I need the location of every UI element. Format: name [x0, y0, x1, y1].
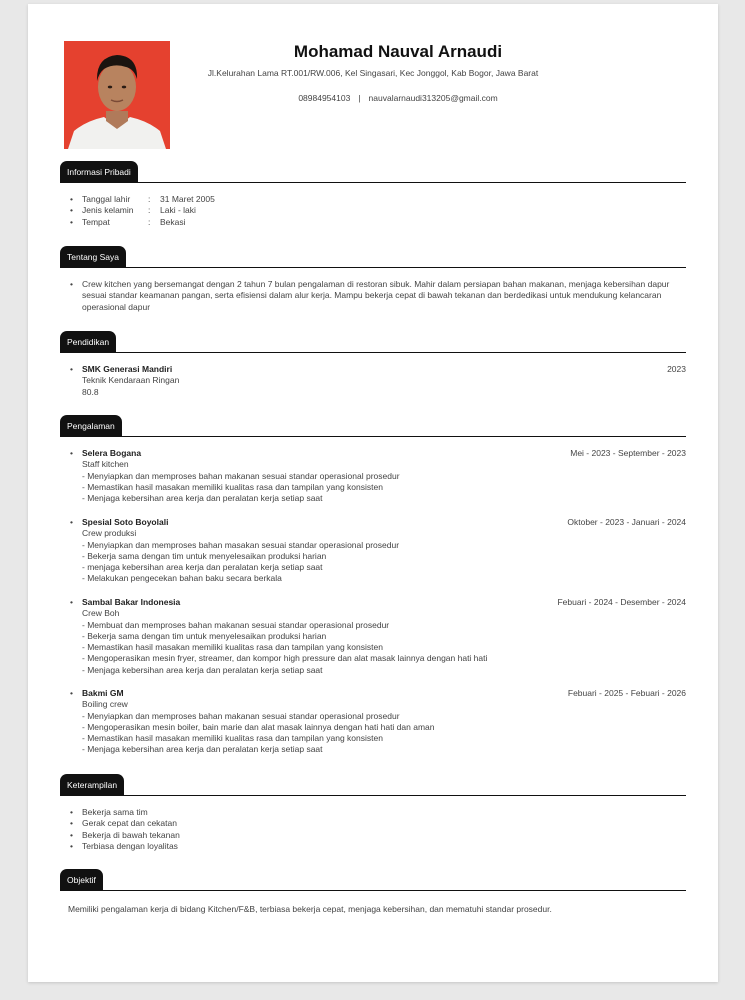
education-score: 80.8	[82, 386, 99, 397]
job-task: - Memastikan hasil masakan memiliki kualitas rasa dan tampilan yang konsisten	[82, 642, 383, 653]
section-education-header	[60, 330, 686, 353]
section-objective-header	[60, 868, 686, 891]
experience-entry	[70, 517, 686, 585]
education-entry	[70, 364, 686, 398]
experience-dates: Febuari - 2024 - Desember - 2024	[557, 597, 686, 607]
job-task: - Bekerja sama dengan tim untuk menyelesaikan produksi harian	[82, 630, 327, 641]
skill-text: Bekerja sama tim	[82, 807, 148, 817]
phone-number[interactable]: 08984954103	[298, 93, 351, 103]
skill-text: Bekerja di bawah tekanan	[82, 829, 180, 840]
experience-entry	[70, 688, 686, 756]
bullet-icon: •	[70, 597, 73, 607]
section-skills-title: Keterampilan	[60, 774, 124, 796]
skill-text: Gerak cepat dan cekatan	[82, 818, 177, 829]
education-major: Teknik Kendaraan Ringan	[82, 375, 180, 386]
job-task: - Menyiapkan dan memproses bahan masakan sesuai standar operasional prosedur	[82, 539, 400, 550]
contact-line	[188, 93, 608, 103]
personal-colon: :	[148, 194, 151, 204]
job-task: - Memastikan hasil masakan memiliki kualitas rasa dan tampilan yang konsisten	[82, 733, 383, 744]
experience-dates: Febuari - 2025 - Febuari - 2026	[567, 688, 686, 698]
job-task: - Memastikan hasil masakan memiliki kualitas rasa dan tampilan yang konsisten	[82, 481, 383, 492]
company-name: Spesial Soto Boyolali	[82, 517, 169, 527]
job-task: - Melakukan pengecekan bahan baku secara berkala	[82, 573, 282, 584]
profile-photo	[64, 41, 170, 149]
job-task: - menjaga kebersihan area kerja dan peralatan kerja setiap saat	[82, 562, 323, 573]
about-paragraph	[70, 279, 686, 313]
job-task: - Menyiapkan dan memproses bahan makanan sesuai standar operasional prosedur	[82, 710, 400, 721]
section-skills-header	[60, 773, 686, 796]
company-name: Bakmi GM	[82, 688, 124, 698]
resume-page	[28, 4, 718, 982]
bullet-icon: •	[70, 840, 73, 851]
job-role: Staff kitchen	[82, 459, 129, 470]
section-about-title: Tentang Saya	[60, 246, 126, 268]
job-role: Crew produksi	[82, 528, 137, 539]
section-experience-title: Pengalaman	[60, 415, 122, 437]
section-experience-header	[60, 414, 686, 437]
section-education-title: Pendidikan	[60, 331, 116, 353]
skill-item	[70, 830, 686, 841]
bullet-icon: •	[70, 279, 73, 289]
personal-value: 31 Maret 2005	[160, 194, 215, 204]
skills-list	[70, 807, 686, 852]
personal-value: Laki - laki	[160, 205, 196, 216]
personal-colon: :	[148, 205, 151, 216]
personal-row	[70, 217, 686, 228]
personal-label: Tanggal lahir	[82, 194, 131, 204]
job-role: Crew Boh	[82, 608, 120, 619]
bullet-icon: •	[70, 216, 73, 227]
personal-row	[70, 194, 686, 205]
person-portrait	[64, 41, 170, 149]
bullet-icon: •	[70, 517, 73, 527]
job-task: - Mengoperasikan mesin boiler, bain marie dan alat masak lainnya dengan hati hati dan aman	[82, 721, 435, 732]
personal-info-list	[70, 194, 686, 228]
section-personal-header	[60, 160, 686, 183]
company-name: Selera Bogana	[82, 448, 142, 458]
objective-text: Memiliki pengalaman kerja di bidang Kitchen/F&B, terbiasa bekerja cepat, menjaga kebersihan, dan mematuhi standar prosedur.	[68, 904, 552, 914]
experience-entry	[70, 597, 686, 676]
email-address[interactable]: nauvalarnaudi313205@gmail.com	[368, 93, 498, 103]
skill-item	[70, 807, 686, 818]
job-task: - Bekerja sama dengan tim untuk menyelesaikan produksi harian	[82, 550, 327, 561]
experience-dates: Oktober - 2023 - Januari - 2024	[567, 517, 686, 527]
job-task: - Mengoperasikan mesin fryer, streamer, dan kompor high pressure dan alat masak lainnya dengan hati hati	[82, 653, 488, 664]
education-year: 2023	[667, 364, 686, 374]
candidate-name: Mohamad Nauval Arnaudi	[293, 42, 503, 61]
personal-label: Jenis kelamin	[82, 205, 134, 216]
skill-item	[70, 841, 686, 852]
school-name: SMK Generasi Mandiri	[82, 364, 173, 374]
bullet-icon: •	[70, 205, 73, 216]
job-task: - Membuat dan memproses bahan makanan sesuai standar operasional prosedur	[82, 619, 390, 630]
candidate-address: Jl.Kelurahan Lama RT.001/RW.006, Kel Singasari, Kec Jonggol, Kab Bogor, Jawa Barat	[207, 68, 539, 78]
skill-text: Terbiasa dengan loyalitas	[82, 840, 178, 851]
section-personal-title: Informasi Pribadi	[60, 161, 138, 183]
skill-item	[70, 818, 686, 829]
bullet-icon: •	[70, 194, 73, 204]
personal-colon: :	[148, 216, 151, 227]
section-about-header	[60, 245, 686, 268]
bullet-icon: •	[70, 688, 73, 698]
job-task: - Menjaga kebersihan area kerja dan peralatan kerja setiap saat	[82, 664, 323, 675]
bullet-icon: •	[70, 807, 73, 817]
job-task: - Menjaga kebersihan area kerja dan peralatan kerja setiap saat	[82, 493, 323, 504]
experience-dates: Mei - 2023 - September - 2023	[570, 448, 686, 458]
job-task: - Menjaga kebersihan area kerja dan peralatan kerja setiap saat	[82, 744, 323, 755]
bullet-icon: •	[70, 364, 73, 374]
experience-entry	[70, 448, 686, 504]
section-objective-title: Objektif	[60, 869, 103, 891]
contact-separator: |	[358, 93, 361, 103]
company-name: Sambal Bakar Indonesia	[82, 597, 181, 607]
about-text: Crew kitchen yang bersemangat dengan 2 tahun 7 bulan pengalaman di restoran sibuk. Mahir dalam persiapan bahan makanan, menjaga kebersihan dapur sesuai standar keamanan pangan, serta efisiensi dalam alur kerja. Mampu bekerja cepat di bawah tekanan dan berdedikasi untuk mendukung kelancaran operasional dapur	[82, 279, 670, 312]
bullet-icon: •	[70, 818, 73, 829]
job-task: - Menyiapkan dan memproses bahan makanan sesuai standar operasional prosedur	[82, 470, 400, 481]
job-role: Boiling crew	[82, 699, 128, 710]
bullet-icon: •	[70, 448, 73, 458]
personal-value: Bekasi	[160, 216, 186, 227]
personal-row	[70, 205, 686, 216]
personal-label: Tempat	[82, 216, 110, 227]
bullet-icon: •	[70, 829, 73, 840]
